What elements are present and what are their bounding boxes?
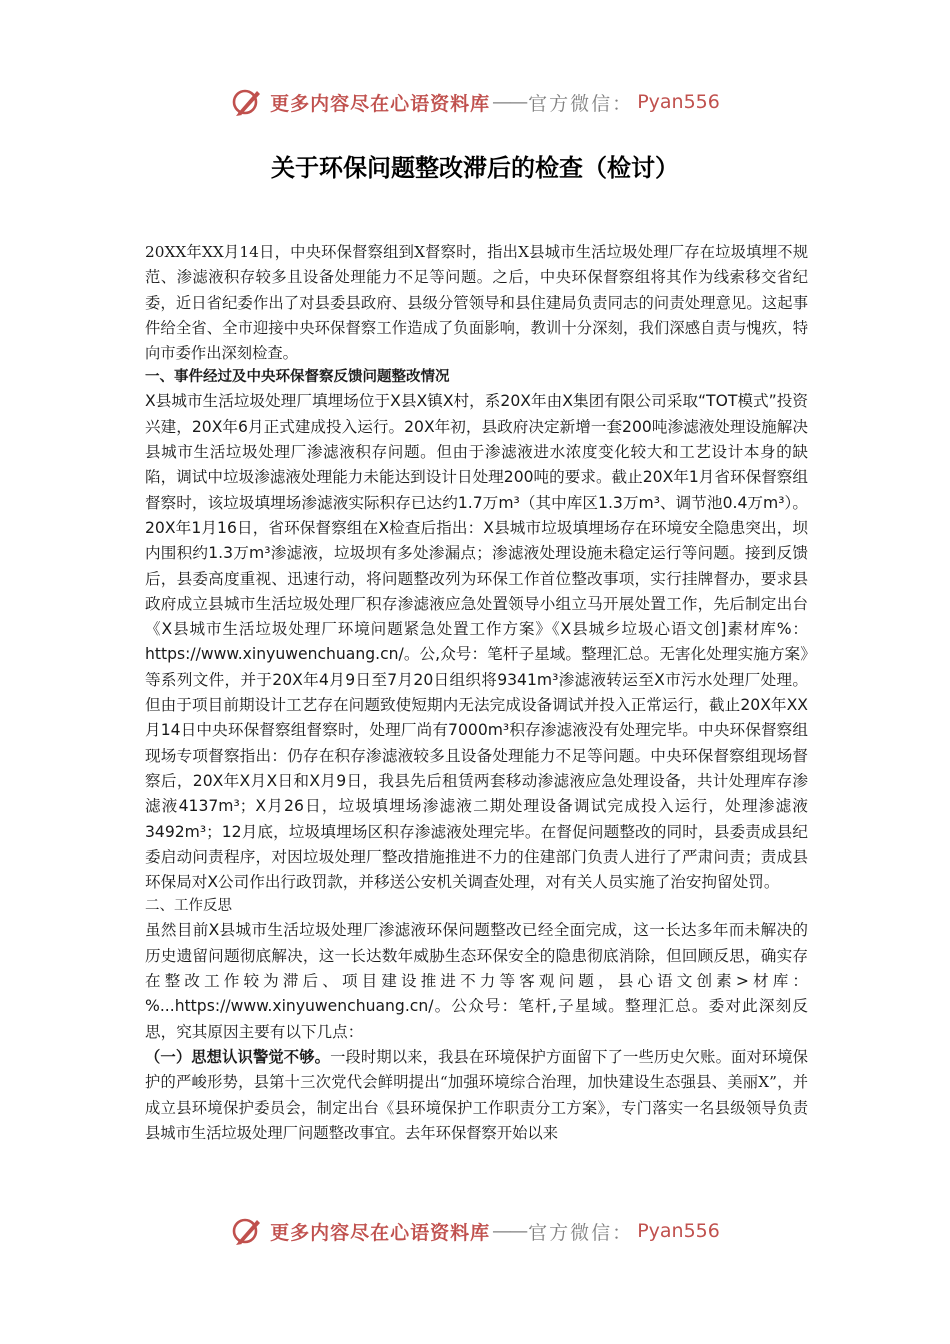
banner-wechat-label: 官方微信：: [528, 92, 634, 115]
section-1-paragraph: X县城市生活垃圾处理厂填埋场位于X县X镇X村，系20X年由X集团有限公司采取“TOT模式”投资兴建，20X年6月正式建成投入运行。20X年初，县政府决定新增一套200吨渗滤液处理设施解决县城市生活垃圾处理厂渗滤液积存问题。但由于渗滤液进水浓度变化较大和工艺设计本身的缺陷，调试中垃圾渗滤液处理能力未能达到设计日处理200吨的要求。截止20X年1月省环保督察组督察时，该垃圾填埋场渗滤液实际积存已达约1.7万m³（其中库区1.3万m³、调节池0.4万m³）。20X年1月16日，省环保督察组在X检查后指出：X县城市垃圾填埋场存在环境安全隐患突出，坝内围积约1.3万m³渗滤液，垃圾坝有多处渗漏点；渗滤液处理设施未稳定运行等问题。接到反馈后，县委高度重视、迅速行动，将问题整改列为环保工作首位整改事项，实行挂牌督办，要求县政府成立县城市生活垃圾处理厂积存渗滤液应急处置领导小组立马开展处置工作，先后制定出台《X县城市生活垃圾处理厂环境问题紧急处置工作方案》《X县城乡垃圾心语文创]素材库%：https://www.xinyuwenchuang.cn/。公,众号：笔杆子星域。整理汇总。无害化处理实施方案》等系列文件，并于20X年4月9日至7月20日组织将9341m³渗滤液转运至X市污水处理厂处理。但由于项目前期设计工艺存在问题致使短期内无法完成设备调试并投入正常运行，截止20X年XX月14日中央环保督察组督察时，处理厂尚有7000m³积存渗滤液没有处理完毕。中央环保督察组现场专项督察指出：仍存在积存渗滤液较多且设备处理能力不足等问题。中央环保督察组现场督察后，20X年X月X日和X月9日，我县先后租赁两套移动渗滤液应急处理设备，共计处理库存渗滤液4137m³；X月26日，垃圾填埋场渗滤液二期处理设备调试完成投入运行，处理渗滤液3492m³；12月底，垃圾填埋场区积存渗滤液处理完毕。在督促问题整改的同时，县委责成县纪委启动问责程序，对因垃圾处理厂整改措施推进不力的住建部门负责人进行了严肃问责；责成县环保局对X公司作出行政罚款，并移送公安机关调查处理，对有关人员实施了治安拘留处罚。: [145, 392, 808, 892]
document-title: 关于环保问题整改滞后的检查（检讨）: [271, 153, 679, 182]
banner-wechat-id: Pyan556: [637, 1220, 720, 1242]
section-2-paragraph: 虽然目前X县城市生活垃圾处理厂渗滤液环保问题整改已经全面完成，这一长达多年而未解决的历史遗留问题彻底解决，这一长达数年威胁生态环保安全的隐患彻底消除，但回顾反思，确实存在整改工作较为滞后、项目建设推进不力等客观问题，县心语文创素>材库：%...https://www.xinyuwenchuang.cn/。公众号：笔杆,子星域。整理汇总。委对此深刻反思，究其原因主要有以下几点：: [145, 921, 808, 1041]
banner-wechat-label: 官方微信：: [528, 1221, 634, 1244]
banner-brand-text: 更多内容尽在心语资料库: [270, 1221, 491, 1244]
section-2-heading: 二、工作反思: [145, 898, 232, 915]
pen-logo-icon: [230, 85, 264, 119]
pen-logo-icon: [230, 1214, 264, 1248]
banner-wechat-id: Pyan556: [637, 91, 720, 113]
subsection-1-lead: （一）思想认识警觉不够。: [145, 1047, 331, 1066]
banner-dash: ——: [492, 91, 527, 113]
document-body: [145, 240, 808, 1146]
footer-watermark-banner: [0, 1211, 950, 1251]
banner-dash: ——: [492, 1220, 527, 1242]
subsection-1-paragraph: [145, 1045, 808, 1146]
section-1-heading: 一、事件经过及中央环保督察反馈问题整改情况: [145, 369, 450, 386]
subsection-1-text: 一段时期以来，我县在环境保护方面留下了一些历史欠账。面对环境保护的严峻形势，县第十三次党代会鲜明提出“加强环境综合治理，加快建设生态强县、美丽X”，并成立县环境保护委员会，制定出台《县环境保护工作职责分工方案》，专门落实一名县级领导负责县城市生活垃圾处理厂问题整改事宜。去年环保督察开始以来: [145, 1047, 808, 1142]
header-watermark-banner: [0, 82, 950, 122]
banner-brand-text: 更多内容尽在心语资料库: [270, 92, 491, 115]
intro-paragraph: 20XX年XX月14日，中央环保督察组到X督察时，指出X县城市生活垃圾处理厂存在垃圾填埋不规范、渗滤液积存较多且设备处理能力不足等问题。之后，中央环保督察组将其作为线索移交省纪委，近日省纪委作出了对县委县政府、县级分管领导和县住建局负责同志的问责处理意见。这起事件给全省、全市迎接中央环保督察工作造成了负面影响，教训十分深刻，我们深感自责与愧疚，特向市委作出深刻检查。: [145, 243, 808, 363]
